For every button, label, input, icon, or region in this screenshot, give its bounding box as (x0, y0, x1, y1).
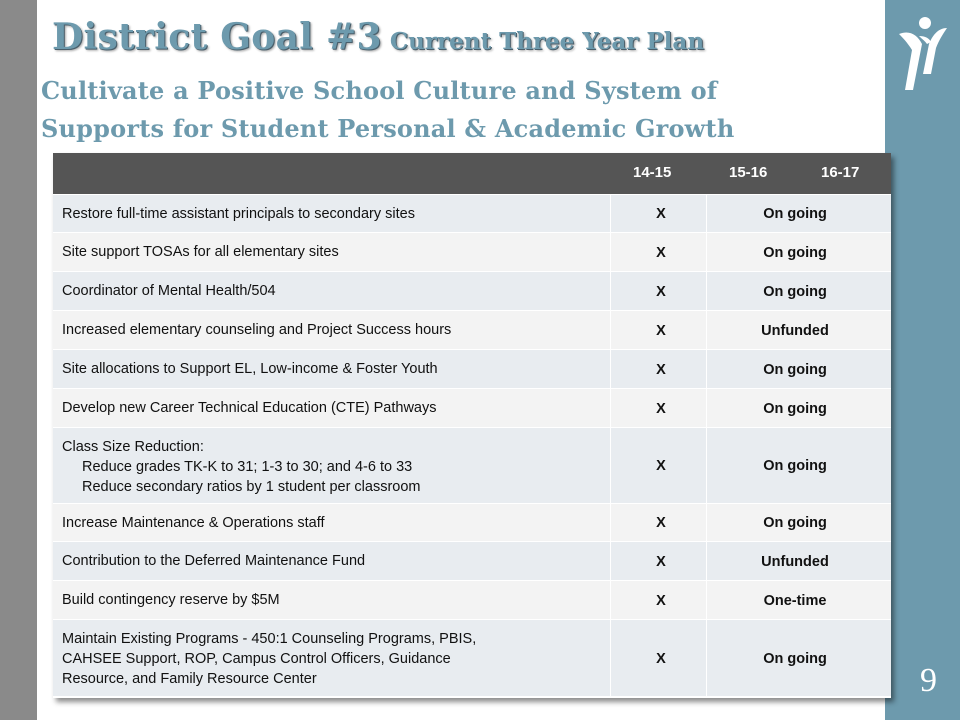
year-1415-mark: X (656, 400, 666, 417)
table-row (53, 271, 891, 310)
row-description-line: Site allocations to Support EL, Low-income & Foster Youth (62, 361, 438, 377)
slide-title (52, 16, 704, 58)
row-description (62, 398, 607, 418)
status-cell: On going (763, 515, 827, 531)
table-row (53, 310, 891, 349)
year-1415-mark: X (656, 553, 666, 570)
row-description (62, 513, 607, 533)
status-cell: On going (763, 244, 827, 261)
status-cell: On going (763, 283, 827, 300)
status-cell: On going (763, 650, 827, 667)
table-row (53, 388, 891, 427)
table-row (53, 427, 891, 503)
row-description-line: CAHSEE Support, ROP, Campus Control Officers, Guidance (62, 651, 451, 667)
district-figures-logo-icon (895, 14, 951, 94)
year-1415-mark: X (656, 361, 666, 378)
left-accent-bar (0, 0, 37, 720)
right-accent-bar (885, 0, 960, 720)
row-description (62, 551, 607, 571)
row-description (62, 359, 607, 379)
status-cell: On going (763, 458, 827, 474)
row-description (62, 629, 607, 689)
row-description-line: Increased elementary counseling and Project Success hours (62, 322, 452, 338)
row-description (62, 281, 607, 301)
table-row (53, 619, 891, 696)
table-row (53, 194, 891, 232)
column-divider (706, 194, 707, 698)
table-row (53, 580, 891, 619)
year-1415-mark: X (656, 515, 666, 531)
row-description-line: Site support TOSAs for all elementary sites (62, 244, 339, 260)
row-description (62, 437, 607, 497)
year-1415-mark: X (656, 244, 666, 261)
row-description-line: Class Size Reduction: (62, 439, 204, 455)
status-cell: Unfunded (761, 553, 829, 570)
table-row (53, 541, 891, 580)
year-1415-mark: X (656, 206, 666, 222)
row-description-line: Restore full-time assistant principals to secondary sites (62, 206, 415, 222)
plan-table (53, 153, 891, 698)
row-description-line: Reduce grades TK-K to 31; 1-3 to 30; and 4-6 to 33 (82, 459, 413, 475)
row-description-line: Contribution to the Deferred Maintenance Fund (62, 553, 366, 569)
row-description (62, 590, 607, 610)
row-description-line: Increase Maintenance & Operations staff (62, 515, 325, 531)
status-cell: On going (763, 361, 827, 378)
title-main: District Goal #3 (52, 16, 382, 58)
row-description-line: Reduce secondary ratios by 1 student per classroom (82, 479, 421, 495)
row-description-line: Resource, and Family Resource Center (62, 671, 317, 687)
subtitle-line-2: Supports for Student Personal & Academic Growth (41, 114, 735, 143)
table-row (53, 349, 891, 388)
row-description (62, 320, 607, 340)
title-suffix: Current Three Year Plan (389, 28, 705, 55)
row-description-line: Maintain Existing Programs - 450:1 Counseling Programs, PBIS, (62, 631, 477, 647)
year-1415-mark: X (656, 650, 666, 667)
slide-number: 9 (920, 662, 937, 699)
status-cell: Unfunded (761, 322, 829, 339)
row-description (62, 204, 607, 224)
column-divider (610, 194, 611, 698)
header-year-14-15: 14-15 (633, 164, 672, 181)
status-cell: On going (763, 400, 827, 417)
status-cell: One-time (763, 592, 827, 609)
year-1415-mark: X (656, 322, 666, 339)
table-row (53, 232, 891, 271)
year-1415-mark: X (656, 458, 666, 474)
row-description-line: Develop new Career Technical Education (CTE) Pathways (62, 400, 437, 416)
row-description-line: Coordinator of Mental Health/504 (62, 283, 276, 299)
year-1415-mark: X (656, 283, 666, 300)
table-row (53, 503, 891, 541)
row-description-line: Build contingency reserve by $5M (62, 592, 280, 608)
table-header (53, 153, 891, 194)
subtitle-line-1: Cultivate a Positive School Culture and System of (41, 76, 718, 105)
row-description (62, 242, 607, 262)
header-year-16-17: 16-17 (821, 164, 860, 181)
header-year-15-16: 15-16 (729, 164, 768, 181)
slide-subtitle (41, 72, 881, 148)
year-1415-mark: X (656, 592, 666, 609)
status-cell: On going (763, 206, 827, 222)
